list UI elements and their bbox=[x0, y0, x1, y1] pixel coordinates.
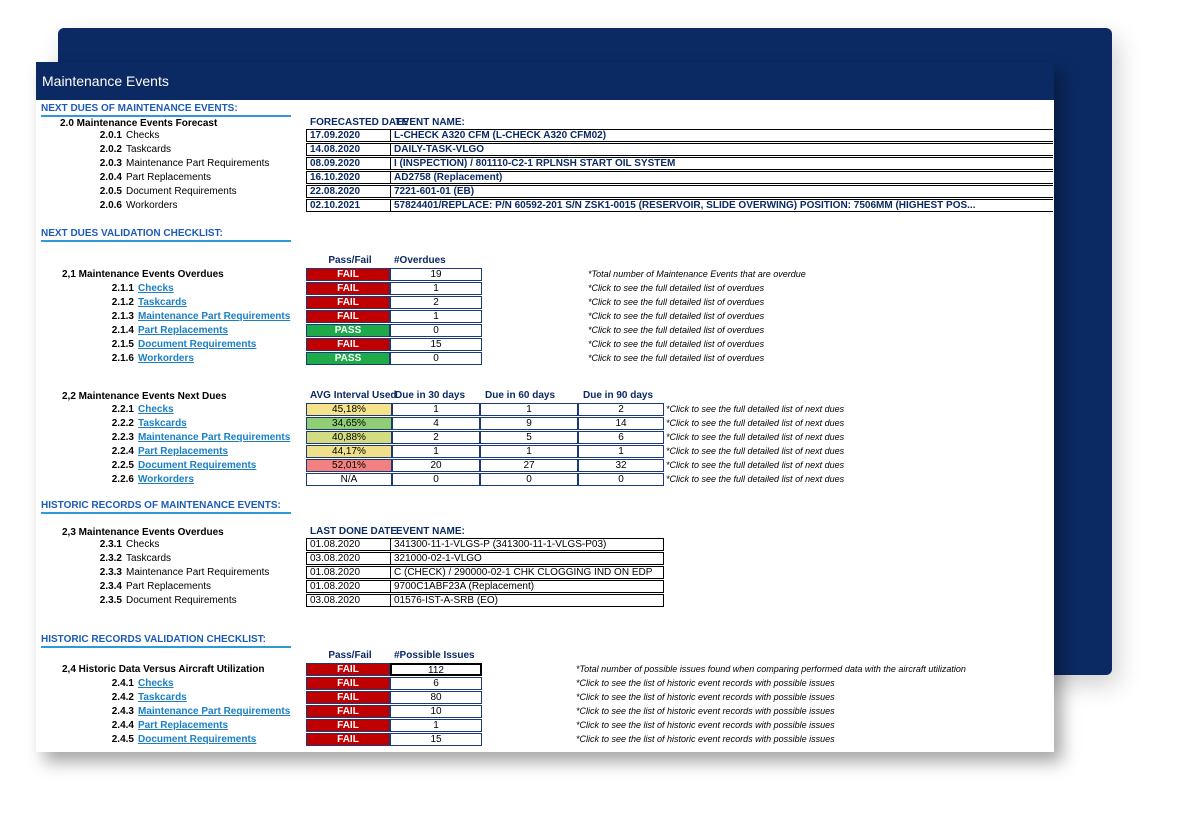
overdue-note: *Total number of Maintenance Events that are overdue bbox=[588, 269, 806, 279]
row-label[interactable]: Document Requirements bbox=[138, 460, 257, 471]
status-badge: PASS bbox=[306, 352, 390, 365]
row-label[interactable]: Checks bbox=[138, 678, 174, 689]
issues-count-cell: 112 bbox=[390, 663, 482, 676]
overdue-group-label: 2,1 Maintenance Events Overdues bbox=[62, 269, 224, 280]
row-number: 2.2.1 bbox=[111, 404, 134, 415]
row-label: Part Replacements bbox=[126, 581, 212, 592]
row-label: Maintenance Part Requirements bbox=[126, 158, 270, 169]
row-label[interactable]: Taskcards bbox=[138, 418, 187, 429]
col-due-90: Due in 90 days bbox=[583, 390, 654, 401]
historic-event-cell: 01576-IST-A-SRB (EO) bbox=[390, 594, 664, 607]
issues-note: *Click to see the list of historic event records with possible issues bbox=[576, 678, 835, 688]
col-due-30: Due in 30 days bbox=[395, 390, 466, 401]
row-number: 2.4.1 bbox=[111, 678, 134, 689]
overdue-note: *Click to see the full detailed list of overdues bbox=[588, 283, 765, 293]
window-title: Maintenance Events bbox=[36, 62, 1054, 100]
historic-group-label: 2,3 Maintenance Events Overdues bbox=[62, 527, 224, 538]
row-label[interactable]: Document Requirements bbox=[138, 339, 257, 350]
col-historic-pass-fail: Pass/Fail bbox=[328, 650, 372, 661]
row-label[interactable]: Part Replacements bbox=[138, 720, 229, 731]
issues-note: *Click to see the list of historic event records with possible issues bbox=[576, 720, 835, 730]
due-30-cell: 1 bbox=[392, 445, 480, 458]
status-badge: PASS bbox=[306, 324, 390, 337]
status-badge: FAIL bbox=[306, 733, 390, 746]
issues-note: *Click to see the list of historic event records with possible issues bbox=[576, 734, 835, 744]
forecast-date-cell: 08.09.2020 bbox=[306, 157, 391, 170]
row-number: 2.3.3 bbox=[99, 567, 122, 578]
overdue-count-cell: 1 bbox=[390, 282, 482, 295]
next-due-note: *Click to see the full detailed list of next dues bbox=[666, 446, 845, 456]
row-number: 2.3.1 bbox=[99, 539, 122, 550]
section-title-next-dues: NEXT DUES OF MAINTENANCE EVENTS: bbox=[41, 103, 291, 117]
next-dues-group-label: 2,2 Maintenance Events Next Dues bbox=[62, 391, 227, 402]
row-number: 2.0.5 bbox=[99, 186, 122, 197]
due-60-cell: 27 bbox=[480, 459, 578, 472]
overdue-note: *Click to see the full detailed list of overdues bbox=[588, 311, 765, 321]
row-label[interactable]: Part Replacements bbox=[138, 446, 229, 457]
due-90-cell: 6 bbox=[578, 431, 664, 444]
issues-count-cell: 10 bbox=[390, 705, 482, 718]
row-number: 2.2.5 bbox=[111, 460, 134, 471]
col-forecasted-date: FORECASTED DATE bbox=[310, 117, 409, 128]
historic-event-cell: 321000-02-1-VLGO bbox=[390, 552, 664, 565]
due-90-cell: 32 bbox=[578, 459, 664, 472]
row-number: 2.2.6 bbox=[111, 474, 134, 485]
row-number: 2.0.1 bbox=[99, 130, 122, 141]
issues-note: *Click to see the list of historic event records with possible issues bbox=[576, 706, 835, 716]
col-possible-issues: #Possible Issues bbox=[394, 650, 475, 661]
row-number: 2.2.4 bbox=[111, 446, 134, 457]
last-done-date-cell: 03.08.2020 bbox=[306, 552, 391, 565]
issues-count-cell: 1 bbox=[390, 719, 482, 732]
avg-interval-cell: 52,01% bbox=[306, 459, 392, 472]
overdue-count-cell: 0 bbox=[390, 324, 482, 337]
row-number: 2.4.5 bbox=[111, 734, 134, 745]
forecast-group-label: 2.0 Maintenance Events Forecast bbox=[60, 118, 218, 129]
due-90-cell: 0 bbox=[578, 473, 664, 486]
due-30-cell: 20 bbox=[392, 459, 480, 472]
due-60-cell: 1 bbox=[480, 403, 578, 416]
status-badge: FAIL bbox=[306, 691, 390, 704]
row-label: Taskcards bbox=[126, 144, 172, 155]
issues-count-cell: 15 bbox=[390, 733, 482, 746]
row-number: 2.2.3 bbox=[111, 432, 134, 443]
forecast-event-cell: L-CHECK A320 CFM (L-CHECK A320 CFM02) bbox=[390, 129, 1053, 142]
forecast-date-cell: 17.09.2020 bbox=[306, 129, 391, 142]
status-badge: FAIL bbox=[306, 268, 390, 281]
historic-event-cell: C (CHECK) / 290000-02-1 CHK CLOGGING IND ON EDP bbox=[390, 566, 664, 579]
row-number: 2.0.3 bbox=[99, 158, 122, 169]
row-number: 2.0.6 bbox=[99, 200, 122, 211]
last-done-date-cell: 01.08.2020 bbox=[306, 566, 391, 579]
row-number: 2.0.2 bbox=[99, 144, 122, 155]
row-number: 2.1.1 bbox=[111, 283, 134, 294]
avg-interval-cell: N/A bbox=[306, 473, 392, 486]
row-number: 2.1.6 bbox=[111, 353, 134, 364]
col-historic-event-name: EVENT NAME: bbox=[396, 526, 465, 537]
avg-interval-cell: 34,65% bbox=[306, 417, 392, 430]
due-60-cell: 0 bbox=[480, 473, 578, 486]
historic-event-cell: 9700C1ABF23A (Replacement) bbox=[390, 580, 664, 593]
row-number: 2.4.4 bbox=[111, 720, 134, 731]
forecast-event-cell: I (INSPECTION) / 801110-C2-1 RPLNSH START OIL SYSTEM bbox=[390, 157, 1053, 170]
due-30-cell: 0 bbox=[392, 473, 480, 486]
status-badge: FAIL bbox=[306, 310, 390, 323]
row-label: Document Requirements bbox=[126, 186, 237, 197]
due-30-cell: 2 bbox=[392, 431, 480, 444]
row-label[interactable]: Taskcards bbox=[138, 692, 187, 703]
overdue-count-cell: 15 bbox=[390, 338, 482, 351]
overdue-note: *Click to see the full detailed list of overdues bbox=[588, 353, 765, 363]
row-number: 2.1.5 bbox=[111, 339, 134, 350]
col-event-name: EVENT NAME: bbox=[396, 117, 465, 128]
next-due-note: *Click to see the full detailed list of next dues bbox=[666, 404, 845, 414]
col-avg-interval: AVG Interval Used bbox=[310, 390, 397, 401]
overdue-note: *Click to see the full detailed list of overdues bbox=[588, 339, 765, 349]
due-60-cell: 9 bbox=[480, 417, 578, 430]
row-number: 2.1.2 bbox=[111, 297, 134, 308]
status-badge: FAIL bbox=[306, 677, 390, 690]
row-label: Part Replacements bbox=[126, 172, 212, 183]
overdue-note: *Click to see the full detailed list of overdues bbox=[588, 297, 765, 307]
next-due-note: *Click to see the full detailed list of next dues bbox=[666, 432, 845, 442]
row-label[interactable]: Maintenance Part Requirements bbox=[138, 706, 291, 717]
section-title-historic-validation: HISTORIC RECORDS VALIDATION CHECKLIST: bbox=[41, 634, 291, 648]
row-number: 2.4.3 bbox=[111, 706, 134, 717]
col-overdues: #Overdues bbox=[394, 255, 446, 266]
issues-note: *Click to see the list of historic event records with possible issues bbox=[576, 692, 835, 702]
next-due-note: *Click to see the full detailed list of next dues bbox=[666, 474, 845, 484]
avg-interval-cell: 45,18% bbox=[306, 403, 392, 416]
last-done-date-cell: 01.08.2020 bbox=[306, 580, 391, 593]
forecast-event-cell: 7221-601-01 (EB) bbox=[390, 185, 1053, 198]
row-number: 2.4.2 bbox=[111, 692, 134, 703]
row-number: 2.1.3 bbox=[111, 311, 134, 322]
row-number: 2.3.5 bbox=[99, 595, 122, 606]
due-90-cell: 14 bbox=[578, 417, 664, 430]
overdue-note: *Click to see the full detailed list of overdues bbox=[588, 325, 765, 335]
due-90-cell: 1 bbox=[578, 445, 664, 458]
col-pass-fail: Pass/Fail bbox=[328, 255, 372, 266]
status-badge: FAIL bbox=[306, 282, 390, 295]
forecast-date-cell: 02.10.2021 bbox=[306, 199, 391, 212]
row-number: 2.0.4 bbox=[99, 172, 122, 183]
col-due-60: Due in 60 days bbox=[485, 390, 556, 401]
forecast-date-cell: 22.08.2020 bbox=[306, 185, 391, 198]
status-badge: FAIL bbox=[306, 719, 390, 732]
row-number: 2.1.4 bbox=[111, 325, 134, 336]
historic-event-cell: 341300-11-1-VLGS-P (341300-11-1-VLGS-P03) bbox=[390, 538, 664, 551]
overdue-count-cell: 1 bbox=[390, 310, 482, 323]
row-label: Workorders bbox=[126, 200, 178, 211]
row-label: Taskcards bbox=[126, 553, 172, 564]
row-label: Document Requirements bbox=[126, 595, 237, 606]
section-title-next-validation: NEXT DUES VALIDATION CHECKLIST: bbox=[41, 228, 291, 242]
due-60-cell: 5 bbox=[480, 431, 578, 444]
avg-interval-cell: 40,88% bbox=[306, 431, 392, 444]
row-label[interactable]: Maintenance Part Requirements bbox=[138, 311, 291, 322]
avg-interval-cell: 44,17% bbox=[306, 445, 392, 458]
row-label[interactable]: Workorders bbox=[138, 353, 194, 364]
row-label[interactable]: Checks bbox=[138, 404, 174, 415]
row-number: 2.2.2 bbox=[111, 418, 134, 429]
due-60-cell: 1 bbox=[480, 445, 578, 458]
forecast-date-cell: 16.10.2020 bbox=[306, 171, 391, 184]
row-number: 2.3.4 bbox=[99, 581, 122, 592]
next-due-note: *Click to see the full detailed list of next dues bbox=[666, 460, 845, 470]
next-due-note: *Click to see the full detailed list of next dues bbox=[666, 418, 845, 428]
due-30-cell: 1 bbox=[392, 403, 480, 416]
due-90-cell: 2 bbox=[578, 403, 664, 416]
overdue-count-cell: 2 bbox=[390, 296, 482, 309]
row-label: Checks bbox=[126, 130, 160, 141]
forecast-event-cell: 57824401/REPLACE: P/N 60592-201 S/N ZSK1-0015 (RESERVOIR, SLIDE OVERWING) POSITION: 7506MM (HIGHEST POS... bbox=[390, 199, 1053, 212]
overdue-count-cell: 19 bbox=[390, 268, 482, 281]
overdue-count-cell: 0 bbox=[390, 352, 482, 365]
row-number: 2.3.2 bbox=[99, 553, 122, 564]
spreadsheet-window bbox=[36, 62, 1054, 752]
status-badge: FAIL bbox=[306, 705, 390, 718]
status-badge: FAIL bbox=[306, 338, 390, 351]
row-label[interactable]: Document Requirements bbox=[138, 734, 257, 745]
row-label[interactable]: Taskcards bbox=[138, 297, 187, 308]
row-label[interactable]: Workorders bbox=[138, 474, 194, 485]
forecast-event-cell: DAILY-TASK-VLGO bbox=[390, 143, 1053, 156]
issues-note: *Total number of possible issues found when comparing performed data with the aircraft utilization bbox=[576, 664, 966, 674]
section-title-historic: HISTORIC RECORDS OF MAINTENANCE EVENTS: bbox=[41, 500, 291, 514]
row-label: Checks bbox=[126, 539, 160, 550]
forecast-date-cell: 14.08.2020 bbox=[306, 143, 391, 156]
issues-count-cell: 6 bbox=[390, 677, 482, 690]
row-label: Maintenance Part Requirements bbox=[126, 567, 270, 578]
row-label[interactable]: Checks bbox=[138, 283, 174, 294]
status-badge: FAIL bbox=[306, 663, 390, 676]
row-label[interactable]: Maintenance Part Requirements bbox=[138, 432, 291, 443]
last-done-date-cell: 03.08.2020 bbox=[306, 594, 391, 607]
row-label[interactable]: Part Replacements bbox=[138, 325, 229, 336]
issues-group-label: 2,4 Historic Data Versus Aircraft Utilization bbox=[62, 664, 265, 675]
issues-count-cell: 80 bbox=[390, 691, 482, 704]
status-badge: FAIL bbox=[306, 296, 390, 309]
forecast-event-cell: AD2758 (Replacement) bbox=[390, 171, 1053, 184]
last-done-date-cell: 01.08.2020 bbox=[306, 538, 391, 551]
col-last-done-date: LAST DONE DATE bbox=[310, 526, 398, 537]
due-30-cell: 4 bbox=[392, 417, 480, 430]
